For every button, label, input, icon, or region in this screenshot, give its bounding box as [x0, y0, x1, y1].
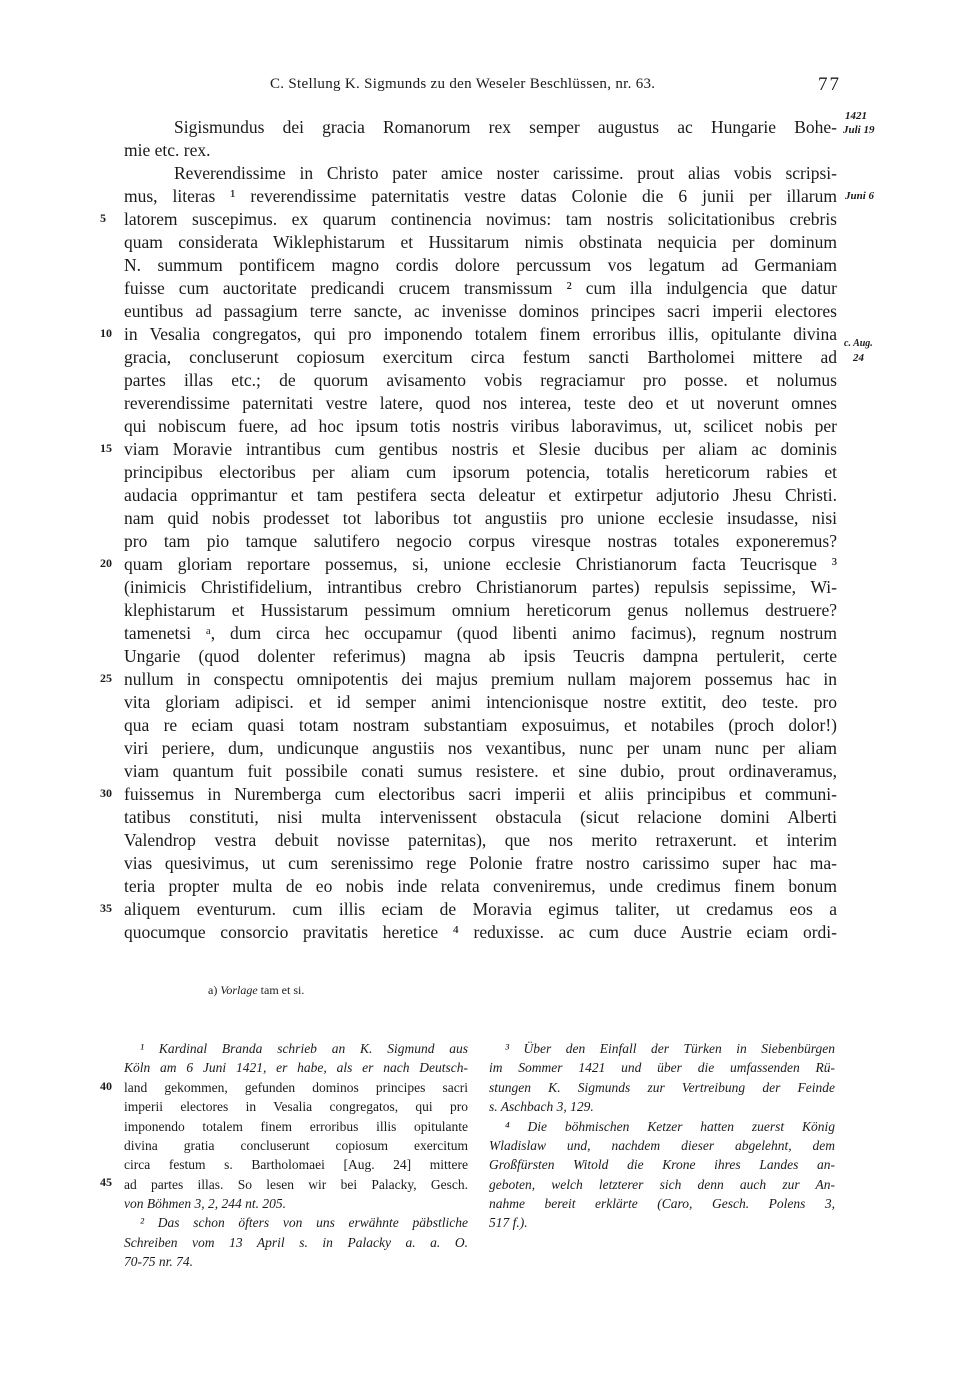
body-line: quocumque consorcio pravitatis heretice ⁴ reduxisse. ac cum duce Austrie eciam ordi- — [124, 922, 837, 942]
body-line: qua re eciam quasi totam nostram substantiam exposuimus, et notabiles (proch dolor!) — [124, 715, 837, 735]
footnote-line: land gekommen, gefunden dominos principes sacri — [124, 1080, 468, 1095]
body-line: nam quid nobis prodesset tot laboribus tot angustiis pro unione ecclesie insudasse, nisi — [124, 508, 837, 528]
footnote-line: ¹ Kardinal Branda schrieb an K. Sigmund aus — [140, 1041, 468, 1056]
footnote-line: ² Das schon öfters von uns erwähnte päbstliche — [140, 1215, 468, 1230]
body-line: gracia, concluserunt copiosum exercitum circa festum sancti Bartholomei mittere ad — [124, 347, 837, 367]
running-header — [0, 74, 960, 104]
footnote-line: ⁴ Die böhmischen Ketzer hatten zuerst König — [505, 1119, 835, 1134]
footnote-line: s. Aschbach 3, 129. — [489, 1099, 594, 1114]
line-number: 30 — [100, 786, 112, 800]
footnote-line: 517 f.). — [489, 1215, 528, 1230]
footnote-line: von Böhmen 3, 2, 244 nt. 205. — [124, 1196, 286, 1211]
body-line: principibus electoribus per aliam cum ipsorum potencia, totalis hereticorum rabies et — [124, 462, 837, 482]
margin-date-day: Juli 19 — [843, 124, 875, 136]
footnote-line: ³ Über den Einfall der Türken in Siebenbürgen — [505, 1041, 835, 1056]
footnote-line: geboten, welch letzterer sich denn auch zur An- — [489, 1177, 835, 1192]
page-number: 77 — [818, 74, 841, 95]
margin-date-year: 1421 — [845, 110, 867, 122]
body-line: mie etc. rex. — [124, 140, 211, 160]
body-line: euntibus ad passagium terre sancte, ac invenisse dominos principes sacri imperii electores — [124, 301, 837, 321]
body-line: quam gloriam reportare possemus, si, unione ecclesie Christianorum facta Teucrisque ³ — [124, 554, 837, 574]
body-line: Sigismundus dei gracia Romanorum rex semper augustus ac Hungarie Bohe- — [174, 117, 837, 137]
running-title: C. Stellung K. Sigmunds zu den Weseler Beschlüssen, nr. 63. — [270, 76, 656, 92]
body-line: quam considerata Wiklephistarum et Hussitarum nimis obstinata nequicia per dominum — [124, 232, 837, 252]
body-line: tamenetsi ᵃ, dum circa hec occupamur (quod libenti animo facimus), regnum nostrum — [124, 623, 837, 643]
margin-date-juni: Juni 6 — [845, 190, 875, 202]
body-line: mus, literas ¹ reverendissime paternitatis vestre datas Colonie die 6 junii per illarum — [124, 186, 837, 206]
body-line: aliquem eventurum. cum illis eciam de Moravia egimus taliter, ut credamus eos a — [124, 899, 837, 919]
body-line: klephistarum et Hussistarum pessimum omnium hereticorum genus nollemus destruere? — [124, 600, 837, 620]
body-line: in Vesalia congregatos, qui pro imponendo totalem finem erroribus illis, opitulante divina — [124, 324, 837, 344]
footnote-line: stungen K. Sigmunds zur Vertreibung der Feinde — [489, 1080, 835, 1095]
margin-date-aug-day: 24 — [853, 352, 864, 364]
footnote-line: divina gratia concluserunt copiosum exercitum — [124, 1138, 468, 1153]
footnote-line: im Sommer 1421 und über die umfassenden Rü- — [489, 1060, 835, 1075]
footnote-line-number: 40 — [100, 1079, 112, 1093]
body-line: viri periere, dum, undicunque angustiis nos vexantibus, nunc per unam nunc per aliam — [124, 738, 837, 758]
footnote-line: imponendo totalem finem erroribus illis opitulante — [124, 1119, 468, 1134]
line-number: 15 — [100, 441, 112, 455]
line-number: 10 — [100, 326, 112, 340]
body-line: Ungarie (quod dolenter referimus) magna ab ipsis Teucris dampna pertulerit, certe — [124, 646, 837, 666]
body-line: audacia opprimantur et tam pestifera secta deleatur et extirpetur adjutorio Jhesu Christi. — [124, 485, 837, 505]
body-line: N. summum pontificem magno cordis dolore percussum vos legatum ad Germaniam — [124, 255, 837, 275]
footnote-line: circa festum s. Bartholomaei [Aug. 24] mittere — [124, 1157, 468, 1172]
body-line: teria propter multa de eo nobis inde relata conveniremus, unde credimus finem bonum — [124, 876, 837, 896]
body-line: fuissemus in Nuremberga cum electoribus sacri imperii et aliis principibus et communi- — [124, 784, 837, 804]
line-number: 20 — [100, 556, 112, 570]
variant-note — [208, 983, 304, 998]
footnote-line: 70-75 nr. 74. — [124, 1254, 194, 1269]
line-number: 5 — [100, 211, 106, 225]
footnote-line-number: 45 — [100, 1175, 112, 1189]
footnote-line: Köln am 6 Juni 1421, er habe, als er nach Deutsch- — [124, 1060, 468, 1075]
body-line: Reverendissime in Christo pater amice noster carissime. prout alias vobis scripsi- — [174, 163, 837, 183]
line-number: 25 — [100, 671, 112, 685]
body-line: vita gloriam adipisci. et id semper animi intencionisque nostre extitit, deo teste. pro — [124, 692, 837, 712]
margin-date-aug: c. Aug. — [844, 338, 873, 349]
line-number: 35 — [100, 901, 112, 915]
body-line: nullum in conspectu omnipotentis dei majus premium nullam majorem possemus hac in — [124, 669, 837, 689]
body-line: latorem suscepimus. ex quarum continencia novimus: tam nostris solicitationibus crebris — [124, 209, 837, 229]
body-line: tatibus constituti, nisi multa intervenissent obstacula (sicut relacione domini Alberti — [124, 807, 837, 827]
footnote-line: nahme bereit erklärte (Caro, Gesch. Polens 3, — [489, 1196, 835, 1211]
body-line: qui nobiscum fuere, ad hoc ipsum totis nostris viribus laboravimus, ut, scilicet nobis per — [124, 416, 837, 436]
body-line: partes illas etc.; de quorum avisamento vobis regraciamur pro posse. et nolumus — [124, 370, 837, 390]
footnote-line: Großfürsten Witold die Krone ihres Landes an- — [489, 1157, 835, 1172]
body-line: vias quesivimus, ut cum serenissimo rege Polonie fratre nostro carissimo super hac ma- — [124, 853, 837, 873]
body-line: (inimicis Christifidelium, intrantibus crebro Christianorum partes) repulsis sepissime, Wi- — [124, 577, 837, 597]
footnote-line: Wladislaw und, nachdem dieser abgelehnt, dem — [489, 1138, 835, 1153]
body-line: viam Moravie intrantibus cum gentibus nostris et Slesie ducibus per aliam ac dominis — [124, 439, 837, 459]
body-line: reverendissime paternitati vestre latere, quod nos interea, teste deo et ut noverunt omnes — [124, 393, 837, 413]
body-line: pro tam pio tamque salutifero negocio corpus viresque nostras totales exponeremus? — [124, 531, 837, 551]
footnote-line: imperii electores in Vesalia congregatos, qui pro — [124, 1099, 468, 1114]
variant-text: tam et si. — [260, 983, 305, 997]
body-line: fuisse cum auctoritate predicandi crucem transmissum ² cum illa indulgencia que datur — [124, 278, 837, 298]
variant-marker: a) — [208, 983, 218, 997]
footnote-line: ad partes illas. So lesen wir bei Palacky, Gesch. — [124, 1177, 468, 1192]
body-line: viam quantum fuit possibile conati sumus resistere. et sine dubio, prout ordinaveramus, — [124, 761, 837, 781]
variant-label: Vorlage — [220, 983, 258, 997]
body-line: Valendrop vestra debuit novisse paternitas), que nos merito retraxerunt. et interim — [124, 830, 837, 850]
footnote-line: Schreiben vom 13 April s. in Palacky a. a. O. — [124, 1235, 468, 1250]
